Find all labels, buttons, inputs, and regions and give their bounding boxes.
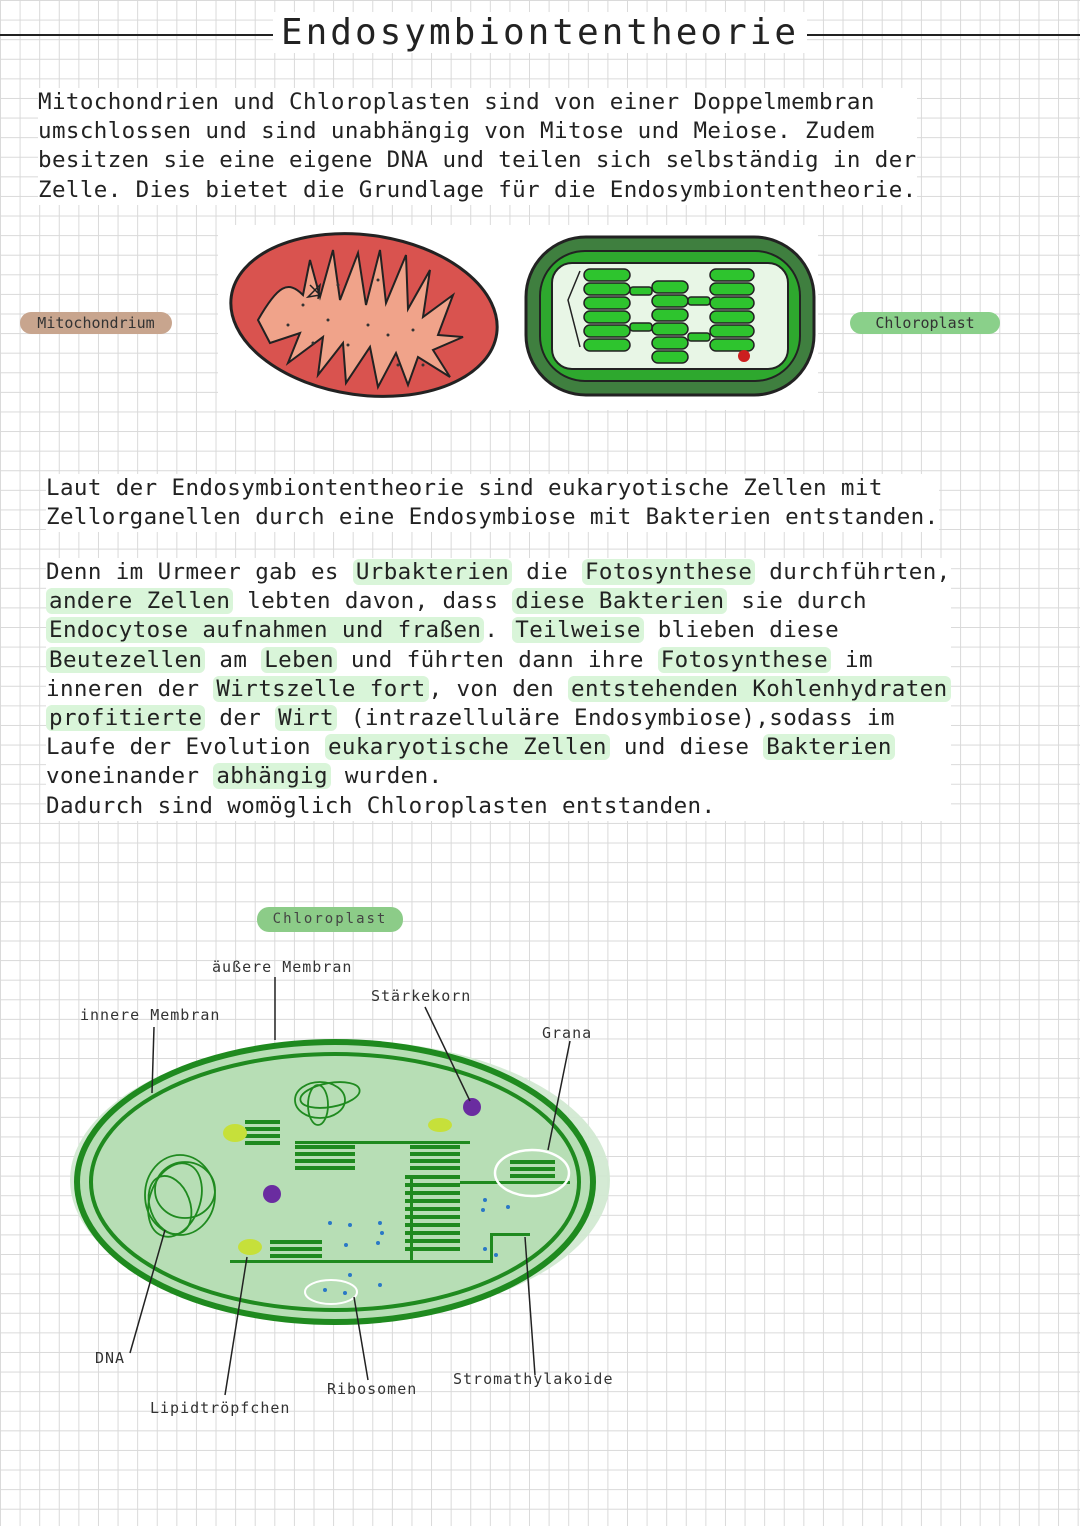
lipid-droplet [223,1124,247,1142]
story-text: die [512,559,582,585]
label-starch: Stärkekorn [371,987,472,1005]
intro-line: besitzen sie eine eigene DNA und teilen sich selbständig in der [38,147,917,174]
starch-grain [463,1098,481,1116]
highlight: Wirtszelle fort [213,676,428,702]
intro-paragraph [38,88,917,205]
label-outer-membrane: äußere Membran [212,958,353,976]
label-stroma: Stromathylakoide [453,1370,614,1388]
story-text: am [205,646,262,673]
theory-paragraph [46,474,939,532]
highlight: Fotosynthese [582,559,755,585]
story-text: wurden. [330,763,443,790]
story-text: lebten davon, dass [233,588,513,615]
page-title-text: Endosymbiontentheorie [273,12,807,53]
starch-grain [263,1185,281,1203]
highlight: Bakterien [763,734,895,760]
organelle-figures [218,225,818,410]
story-text: durchführten, [755,559,951,585]
theory-line: Laut der Endosymbiontentheorie sind eukaryotische Zellen mit [46,475,883,501]
story-text: und führten dann ihre [336,646,658,673]
story-text: inneren der [46,675,214,702]
chloroplast-illustration [526,237,814,395]
mitochondrion-illustration [220,225,508,410]
label-ribosomes: Ribosomen [327,1380,418,1398]
highlight: entstehenden Kohlenhydraten [568,676,951,702]
intro-line: Zelle. Dies bietet die Grundlage für die Endosymbiontentheorie. [38,176,917,203]
label-dna: DNA [95,1349,126,1367]
highlight: Beutezellen [46,647,205,673]
story-text: voneinander [46,763,214,790]
lipid-droplet [238,1239,262,1255]
highlight: Endocytose aufnahmen und fraßen [46,617,484,643]
story-text: sie durch [727,588,867,615]
highlight: andere Zellen [46,588,233,614]
page-title [0,12,1080,53]
label-inner-membrane: innere Membran [80,1006,221,1024]
diagram-title: Chloroplast [257,907,403,932]
story-text: der [205,705,276,732]
label-grana: Grana [542,1024,593,1042]
story-text: (intrazelluläre Endosymbiose),sodass im [336,705,895,732]
highlight: diese Bakterien [512,588,727,614]
story-paragraph [46,558,951,821]
highlight: Wirt [275,705,337,731]
story-text: Denn im Urmeer gab es [46,559,353,585]
highlight: Teilweise [512,617,644,643]
story-text: und diese [609,734,764,761]
story-text: . [484,617,513,644]
theory-line: Zellorganellen durch eine Endosymbiose mit Bakterien entstanden. [46,504,939,531]
mitochondrium-label: Mitochondrium [20,312,172,334]
story-text: Laufe der Evolution [46,734,325,761]
highlight: Leben [261,647,337,673]
highlight: abhängig [213,763,331,789]
intro-line: umschlossen und sind unabhängig von Mitose und Meiose. Zudem [38,118,875,145]
story-text: , von den [428,675,569,702]
highlight: Urbakterien [353,559,512,585]
highlight: eukaryotische Zellen [325,734,610,760]
story-text: Dadurch sind womöglich Chloroplasten entstanden. [46,792,716,819]
intro-line: Mitochondrien und Chloroplasten sind von einer Doppelmembran [38,89,875,115]
chloroplast-label: Chloroplast [850,312,1000,334]
label-lipid: Lipidtröpfchen [150,1399,291,1417]
highlight: profitierte [46,705,205,731]
highlight: Fotosynthese [658,647,831,673]
story-text: blieben diese [643,617,840,644]
story-text: im [831,646,873,673]
lipid-droplet [428,1118,452,1132]
